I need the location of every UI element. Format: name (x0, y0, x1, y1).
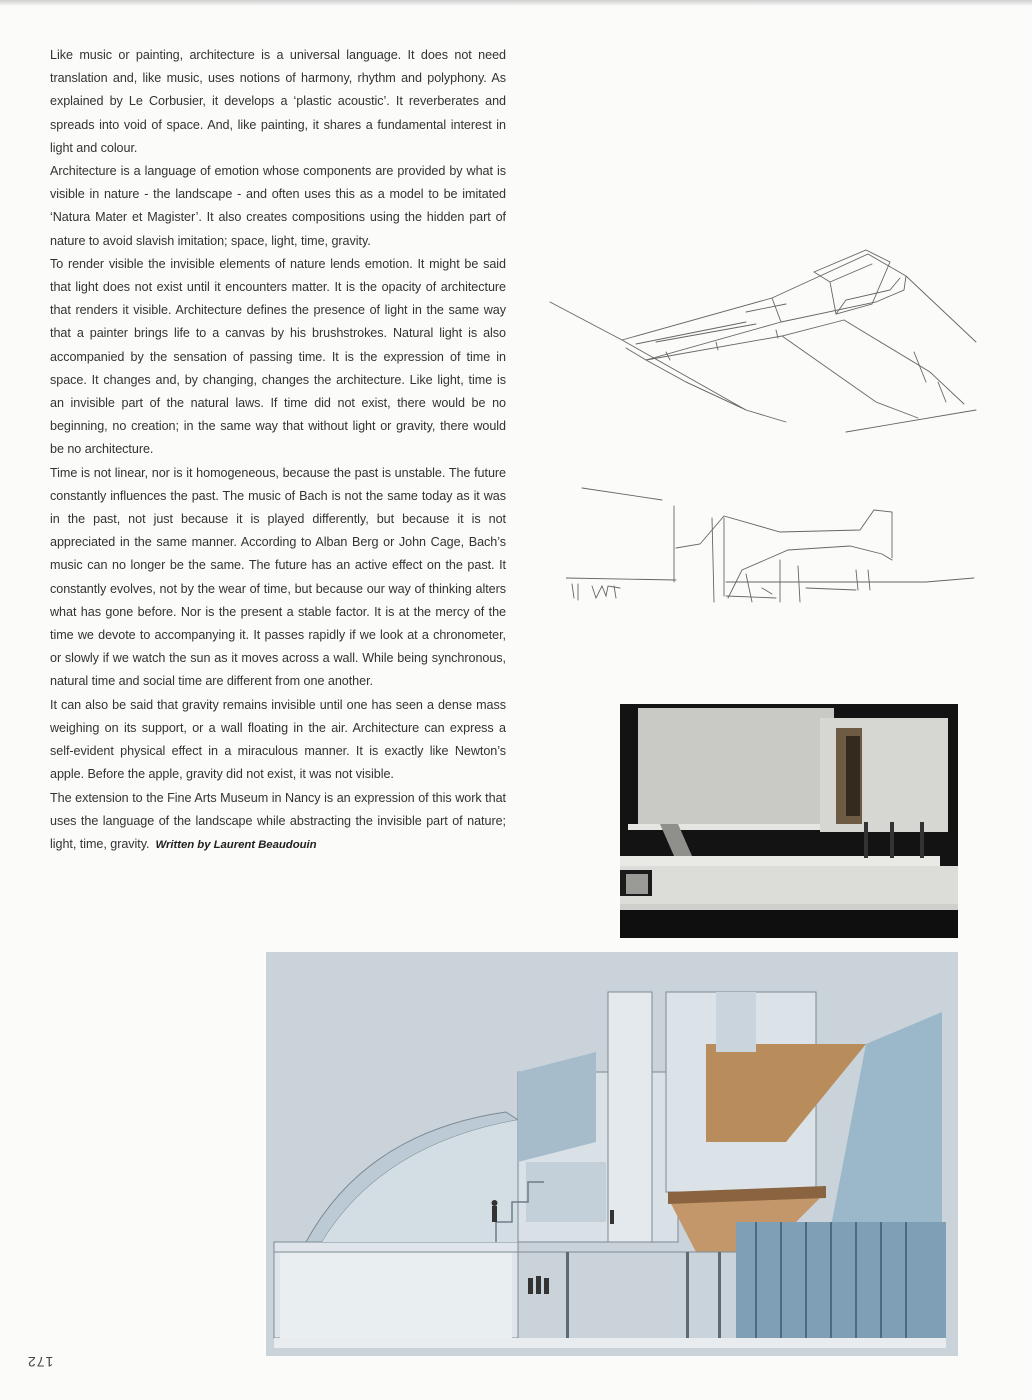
paragraph-2: Architecture is a language of emotion whose components are provided by what is visible in nature - the landscape - and often uses this as a model to be imitated ‘Natura Mater et Magister’. It also creates compositions using the hidden part of nature to avoid slavish imitation; space, light, time, gravity. (50, 164, 506, 248)
paragraph-4: Time is not linear, nor is it homogeneous, because the past is unstable. The future constantly influences the past. The music of Bach is not the same today as it was in the past, not just because it is played differently, but because it is not appreciated in the same manner. According to Alban Berg or John Cage, Bach’s music can no longer be the same. The future has an active effect on the past. It constantly evolves, not by the wear of time, but because our way of thinking alters what has gone before. Nor is the present a stable factor. It is at the mercy of the time we devote to accompanying it. It passes rapidly if we look at a chronometer, or slowly if we watch the sun as it moves across a wall. While being synchronous, natural time and social time are different from one another. (50, 465, 506, 689)
scan-edge (0, 0, 1032, 6)
paragraph-1: Like music or painting, architecture is a universal language. It does not need translation and, like music, uses notions of harmony, rhythm and polyphony. As explained by Le Corbusier, it develops a ‘plastic acoustic’. It reverberates and spreads into void of space. And, like painting, it shares a fundamental interest in light and colour. (50, 48, 506, 155)
page-number: 172 (27, 1354, 54, 1370)
closing-text: The extension to the Fine Arts Museum in Nancy is an expression of this work that uses the language of the landscape while abstracting the invisible part of nature; light, time, gravity. (50, 790, 506, 851)
section-sketch (566, 478, 976, 614)
article-body (50, 44, 506, 857)
paragraph-6 (50, 787, 506, 858)
section-drawing (266, 952, 958, 1356)
perspective-sketch (546, 232, 978, 464)
byline: Written by Laurent Beaudouin (155, 838, 317, 851)
model-photograph (620, 704, 958, 938)
paragraph-3: To render visible the invisible elements of nature lends emotion. It might be said that light does not exist until it encounters matter. It is the opacity of architecture that renders it visible. Architecture defines the presence of light in the same way that a painter brings life to a canvas by his brushstrokes. Natural light is also accompanied by the sensation of passing time. It is the expression of time in space. It changes and, by changing, changes the architecture. Like light, time is an invisible part of the natural laws. If time did not exist, there would be no beginning, no creation; in the same way that without light or gravity, there would be no architecture. (50, 256, 506, 457)
paragraph-5: It can also be said that gravity remains invisible until one has seen a dense mass weighing on its support, or a wall floating in the air. Architecture can express a self-evident physical effect in a miraculous manner. It is exactly like Newton’s apple. Before the apple, gravity did not exist, it was not visible. (50, 697, 506, 782)
